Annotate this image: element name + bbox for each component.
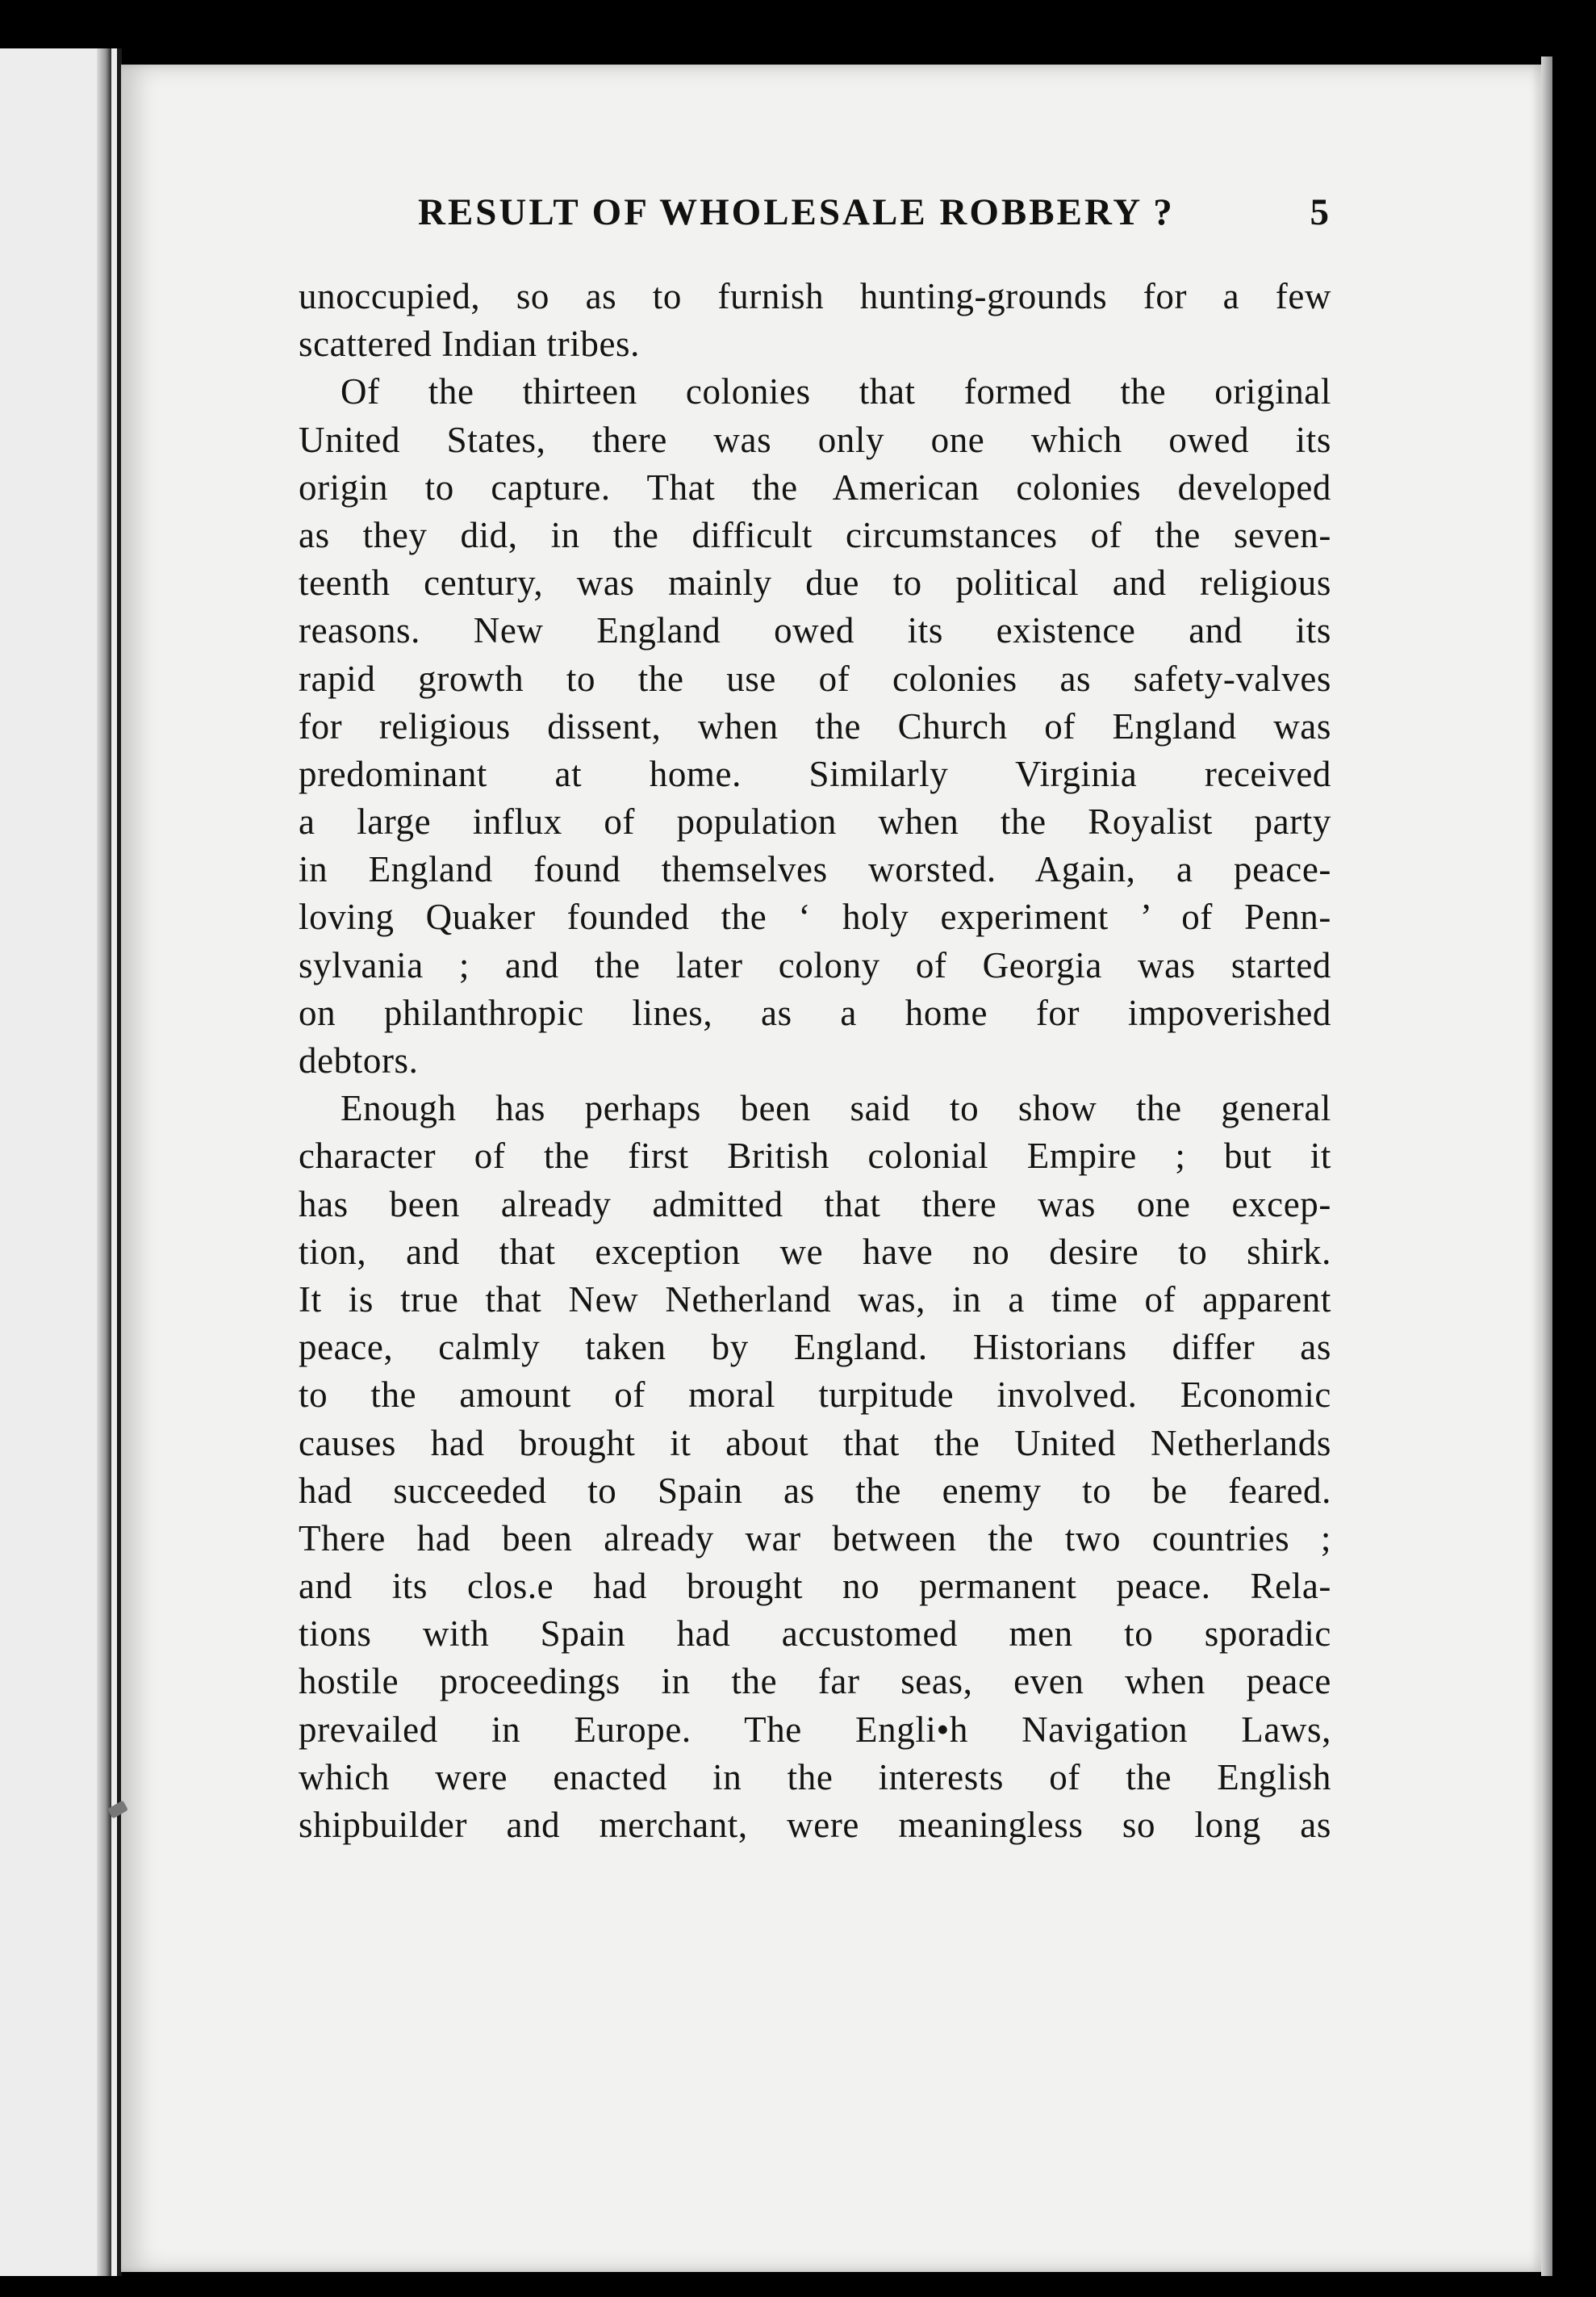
text-line: rapid growth to the use of colonies as safety-valves (299, 658, 1331, 699)
text-line: scattered Indian tribes. (299, 324, 640, 365)
text-line: predominant at home. Similarly Virginia received (299, 753, 1331, 794)
text-line: reasons. New England owed its existence and its (299, 610, 1331, 651)
running-head-title: RESULT OF WHOLESALE ROBBERY ? (418, 191, 1175, 233)
text-line: There had been already war between the two countries ; (299, 1517, 1331, 1559)
text-line: origin to capture. That the American colonies developed (299, 467, 1331, 508)
text-line: tions with Spain had accustomed men to sporadic (299, 1613, 1331, 1655)
text-line: hostile proceedings in the far seas, even when peace (299, 1661, 1331, 1702)
text-line: It is true that New Netherland was, in a time of apparent (299, 1278, 1331, 1320)
body-text (299, 273, 1331, 1849)
facing-page-edge (0, 48, 122, 2276)
text-line: on philanthropic lines, as a home for impoverished (299, 992, 1331, 1033)
text-line: and its clos.e had brought no permanent peace. Rela- (299, 1566, 1331, 1607)
running-head (299, 190, 1331, 247)
text-line: causes had brought it about that the United Netherlands (299, 1422, 1331, 1463)
text-line: a large influx of population when the Royalist party (299, 801, 1331, 843)
text-line: as they did, in the difficult circumstances of the seven- (299, 514, 1331, 555)
text-line: had succeeded to Spain as the enemy to be feared. (299, 1470, 1331, 1511)
text-line: sylvania ; and the later colony of Georgia was started (299, 944, 1331, 985)
text-line: which were enacted in the interests of the English (299, 1756, 1331, 1797)
text-line: to the amount of moral turpitude involved. Economic (299, 1374, 1331, 1416)
binding-fold (97, 48, 111, 2276)
page-number: 5 (1310, 191, 1331, 233)
text-line: prevailed in Europe. The Engli•h Navigation Laws, (299, 1709, 1331, 1750)
text-line: Enough has perhaps been said to show the general (341, 1088, 1331, 1129)
text-line: has been already admitted that there was one excep- (299, 1183, 1331, 1224)
text-line: unoccupied, so as to furnish hunting-grounds for a few (299, 276, 1331, 316)
text-line: shipbuilder and merchant, were meaningless so long as (299, 1805, 1331, 1845)
text-line: in England found themselves worsted. Again, a peace- (299, 849, 1331, 890)
page-edge-right (1541, 56, 1552, 2276)
text-line: for religious dissent, when the Church of England was (299, 705, 1331, 747)
text-line: character of the first British colonial Empire ; but it (299, 1136, 1331, 1177)
text-line: Of the thirteen colonies that formed the original (341, 371, 1331, 412)
text-line: peace, calmly taken by England. Historians differ as (299, 1327, 1331, 1368)
text-line: teenth century, was mainly due to political and religious (299, 563, 1331, 604)
text-line: United States, there was only one which owed its (299, 419, 1331, 460)
text-line: debtors. (299, 1040, 419, 1081)
text-line: tion, and that exception we have no desire to shirk. (299, 1231, 1331, 1272)
text-line: loving Quaker founded the ‘ holy experiment ’ of Penn- (299, 897, 1331, 938)
